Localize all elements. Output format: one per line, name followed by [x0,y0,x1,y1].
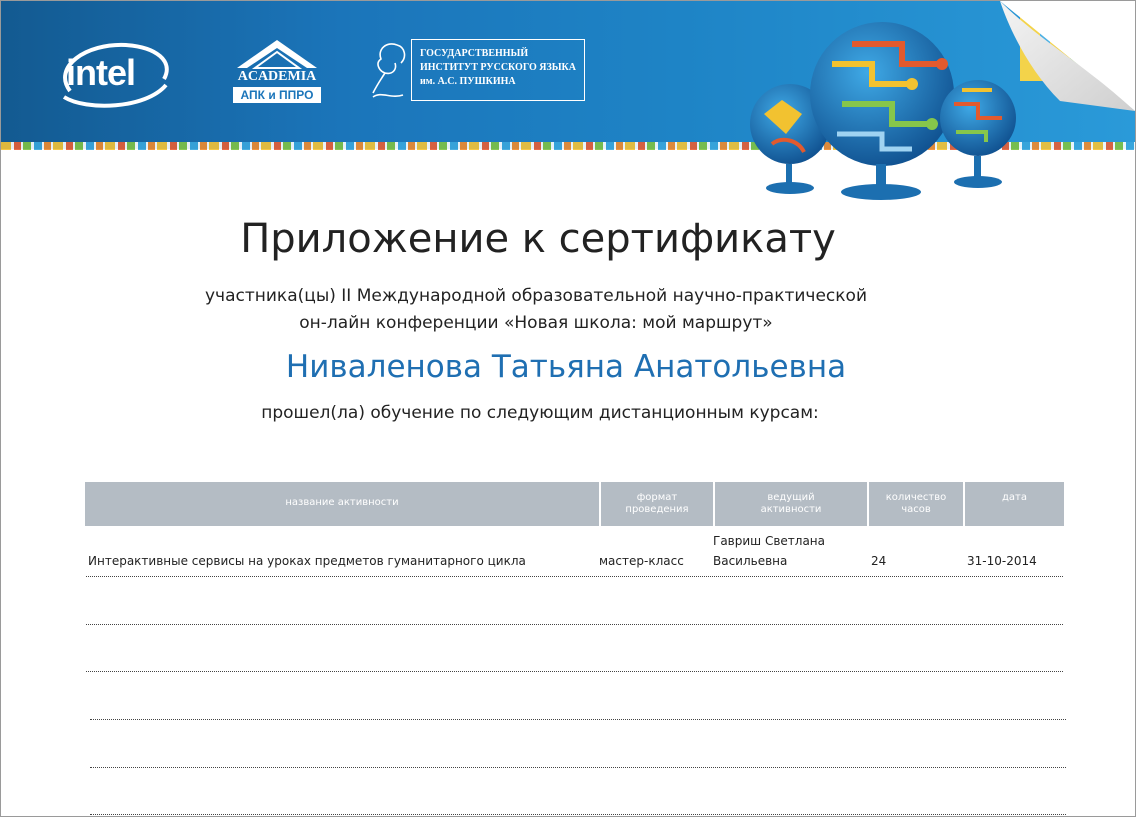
row-activity-name: Интерактивные сервисы на уроках предметов гуманитарного цикла [88,554,526,568]
subtitle-line-2: он-лайн конференции «Новая школа: мой маршрут» [299,313,773,333]
row-divider [90,767,1066,768]
row-divider [86,624,1063,625]
institute-line-1: ГОСУДАРСТВЕННЫЙ [420,48,529,59]
document-title: Приложение к сертификату [240,216,836,262]
column-header-name: название активности [85,482,601,526]
pushkin-institute-logo [367,39,585,101]
row-lead-line-2: Васильевна [713,554,788,568]
row-divider [86,671,1063,672]
subtitle-line-1: участника(цы) II Международной образовательной научно-практической [205,286,867,306]
column-header-date: дата [1002,492,1027,503]
column-header-format: формат проведения [601,482,715,526]
academia-logo [229,38,325,106]
column-header-lead: ведущий активности [715,482,869,526]
column-header-hours: количество часов [869,482,965,526]
pushkin-portrait-icon [367,39,415,101]
row-hours: 24 [871,554,887,568]
row-lead-line-1: Гавриш Светлана [713,534,826,548]
row-format: мастер-класс [599,554,684,568]
completed-courses-text: прошел(ла) обучение по следующим дистанционным курсам: [261,403,819,423]
row-divider [90,814,1066,815]
institute-line-2: ИНСТИТУТ РУССКОГО ЯЗЫКА [420,62,577,73]
academia-name: ACADEMIA [237,69,317,84]
row-divider [90,719,1066,720]
institute-line-3: им. А.С. ПУШКИНА [420,76,516,87]
intel-wordmark: intel [66,52,136,93]
pushkin-institute-frame [411,39,585,101]
row-divider [86,576,1063,577]
globes-illustration [742,14,1022,204]
participant-name: Ниваленова Татьяна Анатольевна [285,349,847,385]
activities-table-header [85,482,1064,526]
intel-logo [56,39,171,111]
academia-subtitle: АПК и ППРО [233,87,321,103]
row-date: 31-10-2014 [967,554,1037,568]
